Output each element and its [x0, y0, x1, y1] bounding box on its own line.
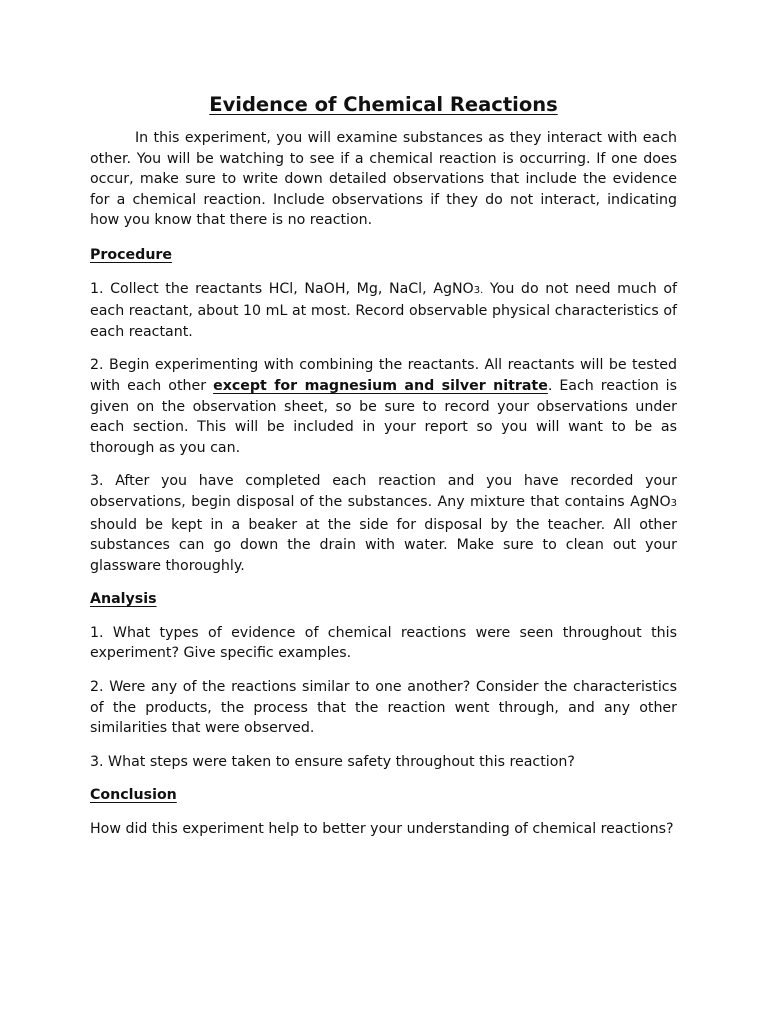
procedure-step-1: [90, 279, 677, 343]
conclusion-heading: Conclusion: [90, 787, 177, 804]
analysis-question-3: 3. What steps were taken to ensure safety throughout this reaction?: [90, 753, 575, 770]
procedure-step-3: [90, 471, 677, 576]
analysis-question-2: 2. Were any of the reactions similar to one another? Consider the characteristics of the products, the process that the reaction went through, and any other similarities that were observed.: [90, 679, 677, 737]
procedure-step-2-text-cont: . Each reaction is given on the observation sheet, so be sure to record your observations under each section. This will be included in your report so you will want to be as thorough as you can.: [90, 377, 677, 456]
intro-paragraph: In this experiment, you will examine substances as they interact with each other. You will be watching to see if a chemical reaction is occurring. If one does occur, make sure to write down detailed observations that include the evidence for a chemical reaction. Include observations if they do not interact, indicating how you know that there is no reaction.: [90, 130, 677, 229]
procedure-step-2: [90, 355, 677, 458]
analysis-question-1: 1. What types of evidence of chemical reactions were seen throughout this experiment? Give specific examples.: [90, 624, 677, 662]
procedure-step-1-text: 1. Collect the reactants HCl, NaOH, Mg, NaCl, AgNO: [90, 280, 474, 297]
document-title: Evidence of Chemical Reactions: [209, 93, 558, 116]
procedure-step-2-emphasis: except for magnesium and silver nitrate: [213, 377, 548, 394]
document-page: [90, 92, 677, 853]
procedure-step-2-text: 2. Begin experimenting with combining the reactants. All reactants will be tested with each other: [90, 357, 677, 394]
analysis-heading: Analysis: [90, 591, 157, 608]
procedure-step-3-subscript: 3: [670, 497, 677, 509]
procedure-step-1-subscript: 3.: [473, 284, 484, 296]
procedure-step-1-text-cont: You do not need much of each reactant, about 10 mL at most. Record observable physical characteristics of each reactant.: [90, 280, 677, 340]
procedure-step-3-text: 3. After you have completed each reaction and you have recorded your observations, begin disposal of the substances. Any mixture that contains AgNO: [90, 473, 677, 510]
procedure-heading: Procedure: [90, 246, 173, 263]
conclusion-question: How did this experiment help to better your understanding of chemical reactions?: [90, 821, 674, 838]
procedure-step-3-text-cont: should be kept in a beaker at the side for disposal by the teacher. All other substances can go down the drain with water. Make sure to clean out your glassware thoroughly.: [90, 516, 677, 574]
